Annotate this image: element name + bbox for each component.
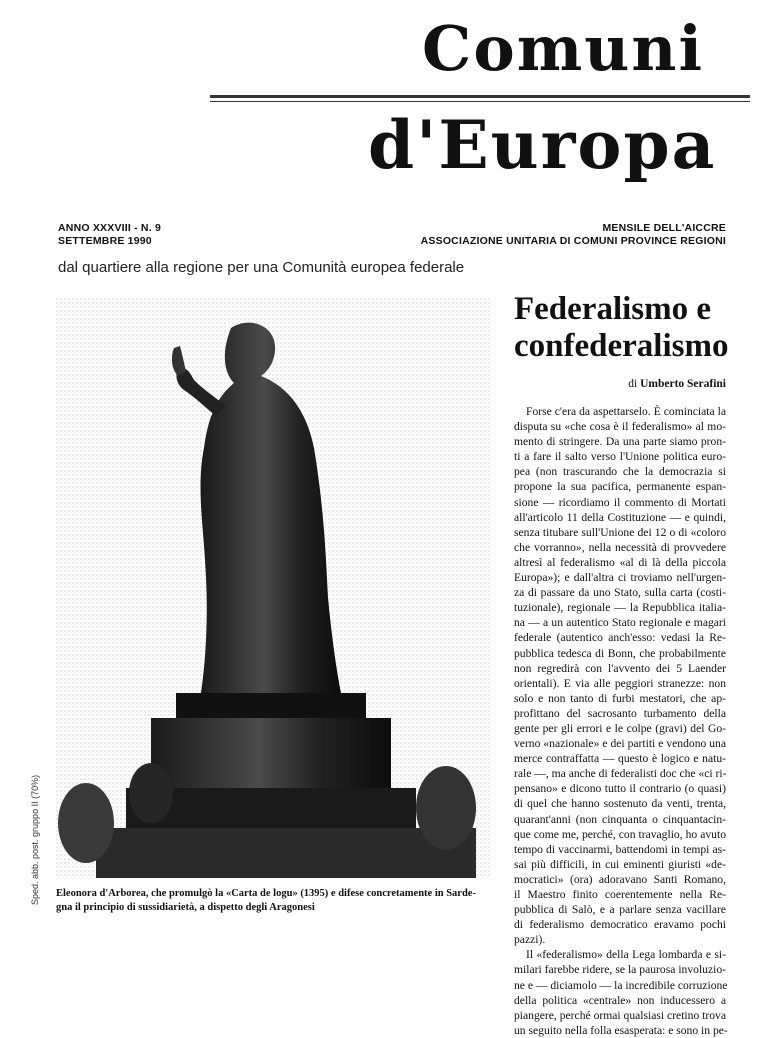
article-line: tempo di vaccinarmi, battendomi in tempi as- xyxy=(514,842,726,856)
article-line: Il «federalismo» della Lega lombarda e si- xyxy=(526,948,726,962)
article-line: milari farebbe ridere, se la paurosa involuzio- xyxy=(514,963,726,977)
article-line: que come me, perché, con travaglio, ho avuto xyxy=(514,827,726,841)
article-line: sai più difficili, in cui eminenti giuristi «de- xyxy=(514,857,726,871)
article-line: pubblica tedesca di Bonn, che probabilmente xyxy=(514,646,726,660)
tagline: dal quartiere alla regione per una Comunità europea federale xyxy=(58,259,465,276)
article-line: della politica «centrale» non inducessero a xyxy=(514,993,726,1007)
article-line: solo e non tanto di furbi mestatori, che ap- xyxy=(514,691,726,705)
article-line: mento di stringere. Da una parte siamo pron- xyxy=(514,435,726,449)
issue-date: SETTEMBRE 1990 xyxy=(58,235,152,247)
article-line: merce contraffatta — questo è logico e natu- xyxy=(514,752,726,766)
article-title-line1: Federalismo e xyxy=(514,291,712,327)
article-line: altresì al federalismo «al di là della piccola xyxy=(514,555,726,569)
article-line: piangere, perché ormai qualsiasi cretino trova xyxy=(514,1008,726,1022)
article-line: rale —, ma anche di federalisti doc che «ci ri- xyxy=(514,767,727,781)
byline-prefix: di xyxy=(628,378,638,390)
publisher-line1: MENSILE DELL'AICCRE xyxy=(602,222,726,234)
article-line: pazzi). xyxy=(514,933,546,947)
byline-author: Umberto Serafini xyxy=(640,378,726,390)
article-line: za di passare da uno Stato, sulla carta (costi- xyxy=(514,586,726,600)
photo-caption xyxy=(56,887,496,915)
postal-note: Sped. abb. post. gruppo II (70%) xyxy=(30,774,40,905)
masthead-title-line1: Comuni xyxy=(422,12,705,85)
publisher-line2: ASSOCIAZIONE UNITARIA DI COMUNI PROVINCE REGIONI xyxy=(420,235,726,247)
article-line: pubblica di Salò, e a parlare senza vacillare xyxy=(514,903,726,917)
article-line: gente per gli errori e le colpe (gravi) del Go- xyxy=(514,721,726,735)
article-line: disputa su «che cosa è il federalismo» al mo- xyxy=(514,420,726,434)
masthead-rule-thin xyxy=(210,101,750,102)
article-line: verno «nazionale» e dei partiti e vendono una xyxy=(514,737,726,751)
caption-line1: Eleonora d'Arborea, che promulgò la «Carta de logu» (1395) e difese concretamente in Sarde- xyxy=(56,888,476,899)
article-line: Europa»); e dall'altra ci troviamo nell'urgen- xyxy=(514,571,726,585)
article-title-line2: confederalismo xyxy=(514,328,729,364)
article-line: un seguito nella folla esasperata: e sono in pe- xyxy=(514,1023,728,1037)
masthead-title-line2: d'Europa xyxy=(368,106,717,184)
article-line: ne e — diciamolo — la incredibile corruzione xyxy=(514,978,728,992)
byline xyxy=(628,378,726,390)
article-line: non regredirà con l'avvento dei 5 Laender xyxy=(514,661,726,675)
article-line: orientali). E via alle peggiori stranezze: non xyxy=(514,676,726,690)
article-line: federale (autentico anch'esso: vedasi la Re- xyxy=(514,631,726,645)
caption-line2: gna il principio di sussidiarietà, a dispetto degli Aragonesi xyxy=(56,902,315,913)
issue-number: ANNO XXXVIII - N. 9 xyxy=(58,222,161,234)
article-line: di federalismo democratico eravamo pochi xyxy=(514,918,726,932)
article-line: pensano» e dicono tutto il contrario (o quasi) xyxy=(514,782,726,796)
article-line: all'articolo 11 della Costituzione — e quindi, xyxy=(514,510,726,524)
article-line: quarant'anni (non cinquanta o cinquantacin- xyxy=(514,812,726,826)
article-line: ti a fare il salto verso l'Unione politica euro- xyxy=(514,450,726,464)
article-line: na — a un autentico Stato regionale e magari xyxy=(514,616,726,630)
article-line: di quel che hanno sostenuto da venti, trenta, xyxy=(514,797,726,811)
article-line: il Maestro finito coerentemente nella Re- xyxy=(514,888,726,901)
statue-photo xyxy=(56,298,491,878)
article-line: profittano del sacrosanto turbamento della xyxy=(514,706,726,720)
article-line: che vorranno», nella necessità di provvedere xyxy=(514,540,726,554)
article-line: sione — ricordiamo il commento di Mortati xyxy=(514,495,726,509)
masthead-rule xyxy=(210,95,750,98)
article-line: Forse c'era da aspettarselo. È cominciata la xyxy=(526,405,726,418)
article-line: tuzionale), regionale — la Repubblica italia- xyxy=(514,601,726,615)
article-line: mocratici» (ora) adoravano Santi Romano, xyxy=(514,872,726,886)
article-body xyxy=(514,404,726,1038)
article-line: propone la sua pacifica, permanente espan- xyxy=(514,480,726,494)
article-line: senza titubare sull'Unione dei 12 o di «coloro xyxy=(514,525,726,539)
article-line: pea (non trascurando che la democrazia si xyxy=(514,465,726,479)
